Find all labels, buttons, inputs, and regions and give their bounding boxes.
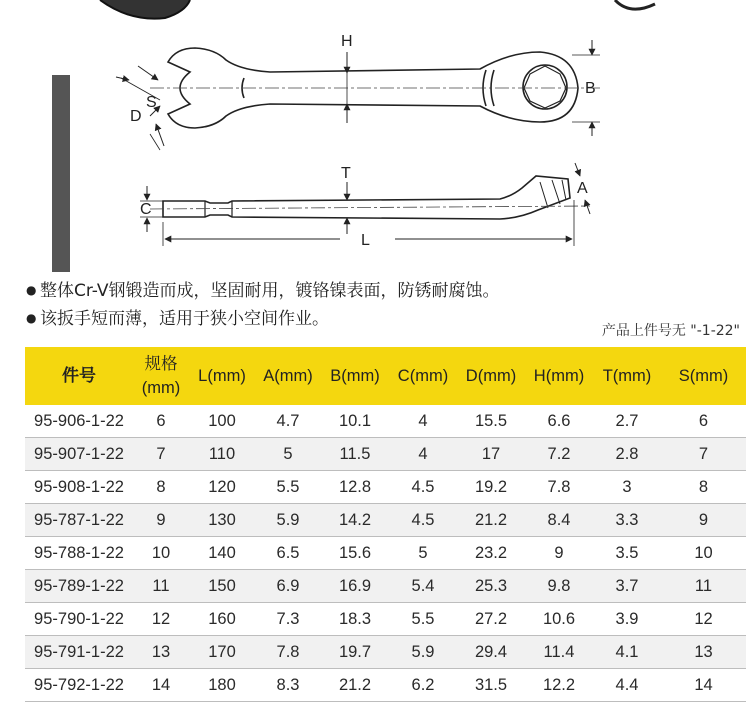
spec-table [25,347,746,702]
cell-a: 6.9 [255,570,321,603]
cell-s: 10 [661,537,746,570]
cell-part-number: 95-792-1-22 [25,669,133,702]
top-fragment-right [615,0,655,9]
cell-a: 7.3 [255,603,321,636]
cell-s: 14 [661,669,746,702]
table-row [25,669,746,702]
cell-l: 140 [189,537,255,570]
cell-size: 11 [133,570,189,603]
cell-part-number: 95-908-1-22 [25,471,133,504]
cell-b: 18.3 [321,603,389,636]
cell-l: 100 [189,405,255,438]
cell-l: 180 [189,669,255,702]
cell-c: 5 [389,537,457,570]
cell-s: 11 [661,570,746,603]
cell-c: 6.2 [389,669,457,702]
label-c: C [140,201,152,218]
cell-t: 3 [593,471,661,504]
cell-c: 4 [389,438,457,471]
cell-d: 19.2 [457,471,525,504]
table-row [25,570,746,603]
cell-c: 4.5 [389,504,457,537]
column-header-a: A(mm) [255,347,321,405]
cell-size: 6 [133,405,189,438]
cell-a: 7.8 [255,636,321,669]
cell-a: 4.7 [255,405,321,438]
cell-d: 29.4 [457,636,525,669]
cell-t: 3.5 [593,537,661,570]
label-s: S [146,94,157,111]
cell-s: 12 [661,603,746,636]
cell-part-number: 95-790-1-22 [25,603,133,636]
cell-l: 120 [189,471,255,504]
cell-d: 31.5 [457,669,525,702]
column-header-c: C(mm) [389,347,457,405]
cell-s: 8 [661,471,746,504]
cell-t: 2.7 [593,405,661,438]
label-a: A [577,180,588,197]
cell-t: 4.1 [593,636,661,669]
cell-b: 10.1 [321,405,389,438]
column-header-h: H(mm) [525,347,593,405]
cell-b: 12.8 [321,471,389,504]
cell-size: 10 [133,537,189,570]
cell-h: 7.8 [525,471,593,504]
cell-s: 9 [661,504,746,537]
cell-part-number: 95-788-1-22 [25,537,133,570]
label-l: L [361,232,370,249]
cell-h: 8.4 [525,504,593,537]
column-header-s: S(mm) [661,347,746,405]
cell-d: 17 [457,438,525,471]
cell-b: 11.5 [321,438,389,471]
cell-size: 8 [133,471,189,504]
cell-h: 9 [525,537,593,570]
column-header-b: B(mm) [321,347,389,405]
table-row [25,537,746,570]
cell-c: 5.5 [389,603,457,636]
cell-b: 16.9 [321,570,389,603]
cell-h: 7.2 [525,438,593,471]
cell-part-number: 95-791-1-22 [25,636,133,669]
cell-part-number: 95-906-1-22 [25,405,133,438]
cell-part-number: 95-789-1-22 [25,570,133,603]
label-h: H [341,33,353,50]
cell-d: 23.2 [457,537,525,570]
label-d: D [130,108,142,125]
cell-b: 19.7 [321,636,389,669]
cell-t: 3.7 [593,570,661,603]
cell-s: 13 [661,636,746,669]
cell-a: 6.5 [255,537,321,570]
cell-l: 110 [189,438,255,471]
cell-h: 12.2 [525,669,593,702]
feature-item: ● 该扳手短而薄，适用于狭小空间作业。 [26,304,746,332]
cell-a: 8.3 [255,669,321,702]
feature-item: ● 整体Cr-V钢锻造而成，坚固耐用，镀铬镍表面，防锈耐腐蚀。 [26,276,746,304]
cell-c: 5.4 [389,570,457,603]
cell-c: 5.9 [389,636,457,669]
cell-t: 2.8 [593,438,661,471]
cell-s: 6 [661,405,746,438]
cell-d: 15.5 [457,405,525,438]
cell-part-number: 95-787-1-22 [25,504,133,537]
cell-size: 13 [133,636,189,669]
cell-b: 21.2 [321,669,389,702]
cell-h: 6.6 [525,405,593,438]
table-row [25,471,746,504]
cell-t: 4.4 [593,669,661,702]
cell-h: 11.4 [525,636,593,669]
cell-l: 130 [189,504,255,537]
cell-a: 5 [255,438,321,471]
cell-l: 150 [189,570,255,603]
column-header-l: L(mm) [189,347,255,405]
cell-h: 10.6 [525,603,593,636]
table-row [25,603,746,636]
part-number-note: 产品上件号无 "-1-22" [601,323,740,339]
cell-l: 160 [189,603,255,636]
bullet-icon: ● [26,311,37,325]
column-header-size: 规格 (mm) [133,347,189,405]
cell-d: 27.2 [457,603,525,636]
cell-s: 7 [661,438,746,471]
cell-c: 4.5 [389,471,457,504]
table-row [25,438,746,471]
side-view [163,176,570,219]
cell-part-number: 95-907-1-22 [25,438,133,471]
cell-b: 15.6 [321,537,389,570]
top-fragment-left [100,0,190,19]
cell-d: 25.3 [457,570,525,603]
cell-l: 170 [189,636,255,669]
label-t: T [341,165,351,182]
table-row [25,636,746,669]
cell-t: 3.3 [593,504,661,537]
cell-d: 21.2 [457,504,525,537]
column-header-d: D(mm) [457,347,525,405]
cell-size: 9 [133,504,189,537]
column-header-t: T(mm) [593,347,661,405]
wrench-dimension-diagram [0,0,750,272]
bullet-icon: ● [26,283,37,297]
cell-a: 5.5 [255,471,321,504]
column-header-part-number: 件号 [25,347,133,405]
cell-t: 3.9 [593,603,661,636]
cell-c: 4 [389,405,457,438]
cell-size: 14 [133,669,189,702]
cell-size: 12 [133,603,189,636]
cell-size: 7 [133,438,189,471]
cell-a: 5.9 [255,504,321,537]
table-header-row [25,347,746,405]
cell-b: 14.2 [321,504,389,537]
cell-h: 9.8 [525,570,593,603]
table-row [25,405,746,438]
table-row [25,504,746,537]
label-b: B [585,80,596,97]
